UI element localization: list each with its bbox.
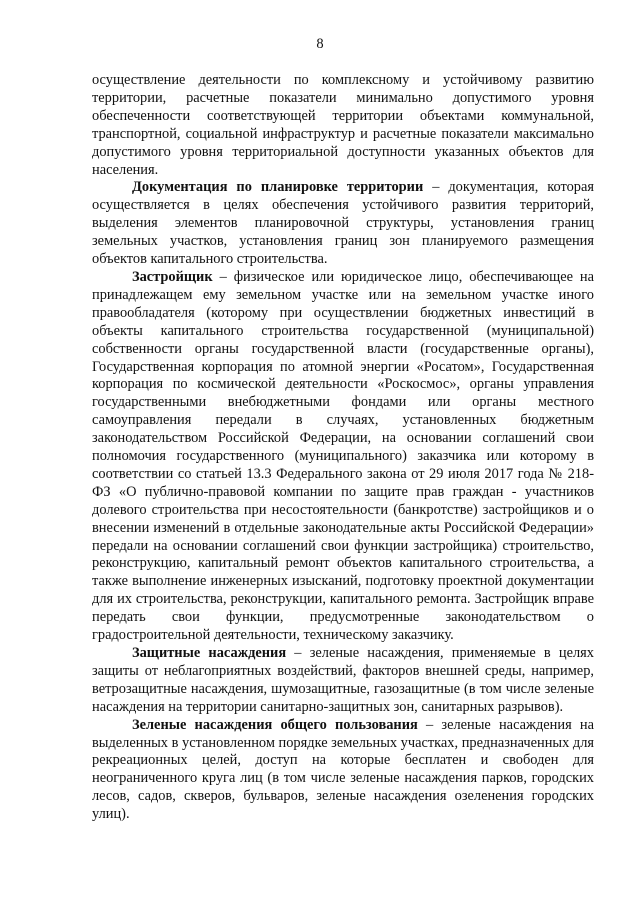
page-number: 8: [316, 36, 324, 52]
definition-developer: [92, 269, 594, 645]
paragraph-text: осуществление деятельности по комплексному и устойчивому развитию территории, расчетные показатели минимально допустимого уровня обеспеченности соответствующей территории объектами коммунальной, транспортной, социальной инфраструктур и расчетные показатели максимально допустимого уровня территориальной доступности указанных объектов для населения.: [92, 72, 594, 178]
definition-planning-documentation: [92, 179, 594, 269]
definition-text: – зеленые насаждения, применяемые в целях защиты от неблагоприятных воздействий, факторов внешней среды, например, ветрозащитные насаждения, шумозащитные, газозащитные (в том числе зеленые насаждения на территории санитарно-защитных зон, санитарных разрывов).: [92, 645, 594, 715]
definition-text: – физическое или юридическое лицо, обеспечивающее на принадлежащем ему земельном участке или на земельном участке иного правообладателя (которому при осуществлении бюджетных инвестиций в объекты капитального строительства государственной (муниципальной) собственности органы государственной власти (государственные органы), Государственная корпорация по атомной энергии «Росатом», Государственная корпорация по космической деятельности «Роскосмос», органы управления государственными внебюджетными фондами или органы местного самоуправления передали в случаях, установленных бюджетным законодательством Российской Федерации, на основании соглашений свои полномочия государственного (муниципального) заказчика или которому в соответствии со статьей 13.3 Федерального закона от 29 июля 2017 года № 218-ФЗ «О публично-правовой компании по защите прав граждан - участников долевого строительства при несостоятельности (банкротстве) застройщиков и о внесении изменений в отдельные законодательные акты Российской Федерации» передали на основании соглашений свои функции застройщика) строительство, реконструкцию, капитальный ремонт объектов капитального строительства, а также выполнение инженерных изысканий, подготовку проектной документации для их строительства, реконструкции, капитального ремонта. Застройщик вправе передать свои функции, предусмотренные законодательством о градостроительной деятельности, техническому заказчику.: [92, 268, 594, 644]
term-heading: Застройщик: [132, 268, 213, 285]
paragraph-continuation: [92, 72, 594, 179]
term-heading: Защитные насаждения: [132, 645, 287, 661]
definition-text: – документация, которая осуществляется в целях обеспечения устойчивого развития территорий, выделения элементов планировочной структуры, установления границ земельных участков, установления границ зон планируемого размещения объектов капитального строительства.: [92, 179, 594, 268]
definition-public-green-spaces: [92, 717, 594, 824]
term-heading: Документация по планировке территории: [132, 179, 424, 196]
document-body: [92, 72, 594, 824]
term-heading: Зеленые насаждения общего пользования: [132, 716, 418, 733]
definition-protective-plantings: [92, 645, 594, 717]
definition-text: – зеленые насаждения на выделенных в установленном порядке земельных участках, предназначенных для рекреационных целей, доступ на которые бесплатен и свободен для неограниченного круга лиц (в том числе зеленые насаждения парков, городских лесов, садов, скверов, бульваров, зеленые насаждения озеленения городских улиц).: [92, 716, 595, 823]
